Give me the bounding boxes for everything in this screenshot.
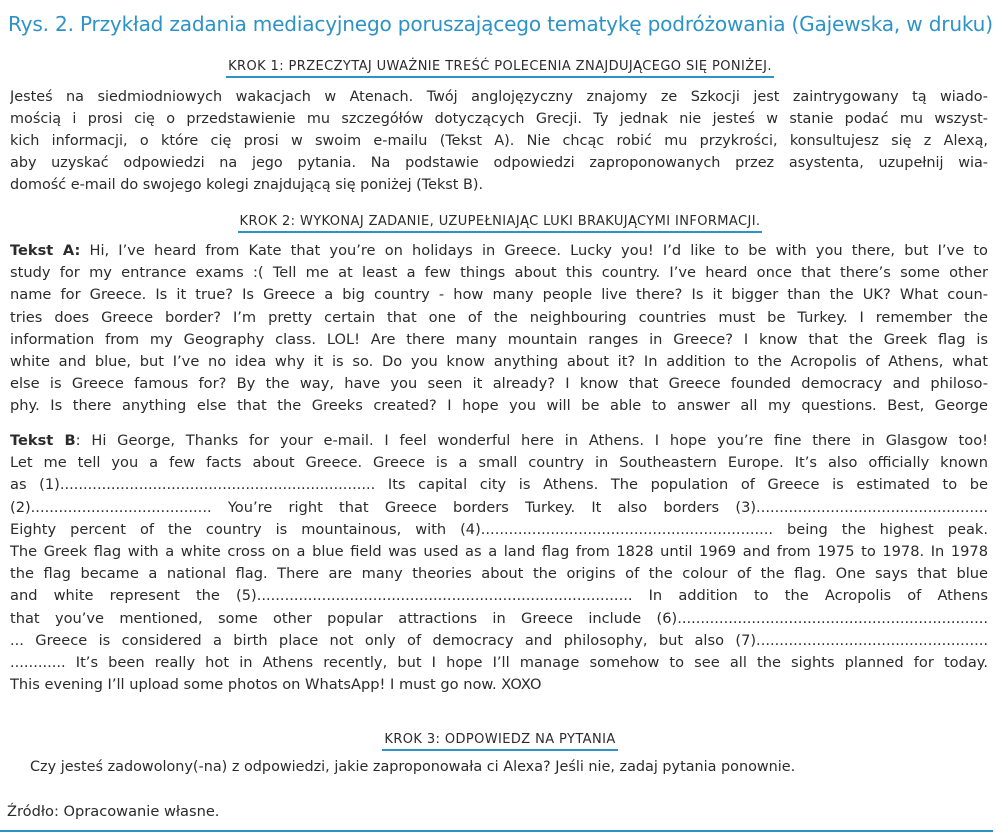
step3-heading: KROK 3: ODPOWIEDZ NA PYTANIA [382, 732, 617, 751]
step3-question: Czy jesteś zadowolony(-na) z odpowiedzi, jakie zaproponowała ci Alexa? Jeśli nie, zadaj pytania ponownie. [30, 759, 796, 775]
step2-heading-container [0, 210, 1000, 233]
text-a-line: white and blue, but I’ve no idea why it is so. Do you know anything about it? In addition to the Acropolis of Athens, what [10, 353, 988, 371]
text-a-first: Hi, I’ve heard from Kate that you’re on holidays in Greece. Lucky you! I’d like to be with you there, but I’ve to [80, 242, 988, 259]
text-b-line: Eighty percent of the country is mountainous, with (4)............................................................... being the highest peak. [10, 520, 988, 538]
step1-line: aby uzyskać odpowiedzi na jego pytania. Na podstawie odpowiedzi zaproponowanych przez asystenta, uzupełnij wia- [10, 155, 988, 172]
text-b-line: and white represent the (5)................................................................................. In addition to the Acropolis of Athens [10, 587, 988, 605]
step1-line: Jesteś na siedmiodniowych wakacjach w Atenach. Twój anglojęzyczny znajomy ze Szkocji jest zaintrygowany tą wiado- [10, 89, 988, 105]
step1-heading-container [0, 55, 1000, 78]
text-b-line: Let me tell you a few facts about Greece. Greece is a small country in Southeastern Europe. It’s also officially known [10, 454, 988, 472]
figure-title: Rys. 2. Przykład zadania mediacyjnego poruszającego tematykę podróżowania (Gajewska, w druku) [8, 12, 993, 36]
text-b-line: as (1).................................................................... Its capital city is Athens. The population of Greece is estimated to be [10, 476, 988, 494]
step1-heading: KROK 1: PRZECZYTAJ UWAŻNIE TREŚĆ POLECENIA ZNAJDUJĄCEGO SIĘ PONIŻEJ. [226, 59, 774, 78]
text-a-line [10, 240, 988, 262]
text-b-first: : Hi George, Thanks for your e-mail. I feel wonderful here in Athens. I hope you’re fine there in Glasgow too! [75, 432, 988, 449]
text-b-line: (2)....................................... You’re right that Greece borders Turkey. It also borders (3).................................................. [10, 498, 988, 516]
text-a-line: tries does Greece border? I’m pretty certain that one of the neighbouring countries must be Turkey. I remember the [10, 308, 988, 326]
text-a-label: Tekst A: [10, 242, 81, 259]
text-a-line: phy. Is there anything else that the Greeks created? I hope you will be able to answer all my questions. Best, George [10, 397, 988, 415]
text-a [10, 240, 988, 418]
text-b-line: ... Greece is considered a birth place not only of democracy and philosophy, but also (7).................................................. [10, 631, 988, 649]
text-a-line: name for Greece. Is it true? Is Greece a big country - how many people live there? Is it bigger than the UK? What coun- [10, 286, 988, 304]
text-b [10, 430, 988, 696]
text-a-line: else is Greece famous for? By the way, have you seen it already? I know that Greece founded democracy and philoso- [10, 375, 988, 393]
text-b-label: Tekst B [10, 432, 76, 449]
source-note: Źródło: Opracowanie własne. [7, 803, 220, 820]
step1-line: domość e-mail do swojego kolegi znajdującą się poniżej (Tekst B). [10, 177, 484, 194]
bottom-divider [0, 830, 993, 832]
step1-line: mością i prosi cię o przedstawienie mu szczegółów dotyczących Grecji. Ty jednak nie jesteś w stanie podać mu wszyst- [10, 111, 988, 128]
text-b-line [10, 430, 988, 452]
step1-line: kich informacji, o które cię prosi w swoim e-mailu (Tekst A). Nie chcąc robić mu przykrości, konsultujesz się z Alexą, [10, 133, 988, 150]
text-b-line: ............ It’s been really hot in Athens recently, but I hope I’ll manage somehow to see all the sights planned for today. [10, 654, 988, 672]
step1-instructions [10, 86, 988, 196]
text-a-line: information from my Geography class. LOL! Are there many mountain ranges in Greece? I know that the Greek flag is [10, 330, 988, 348]
step2-heading: KROK 2: WYKONAJ ZADANIE, UZUPEŁNIAJĄC LUKI BRAKUJĄCYMI INFORMACJI. [238, 214, 763, 233]
step3-heading-container [0, 728, 1000, 751]
text-b-line: that you’ve mentioned, some other popular attractions in Greece include (6)................................................................... [10, 609, 988, 627]
text-a-line: study for my entrance exams :( Tell me at least a few things about this country. I’ve heard once that there’s some other [10, 264, 988, 282]
text-b-line: This evening I’ll upload some photos on WhatsApp! I must go now. XOXO [10, 676, 542, 694]
text-b-line: The Greek flag with a white cross on a blue field was used as a land flag from 1828 until 1969 and from 1975 to 1978. In 1978 [10, 543, 988, 561]
text-b-line: the flag became a national flag. There are many theories about the origins of the colour of the flag. One says that blue [10, 565, 988, 583]
